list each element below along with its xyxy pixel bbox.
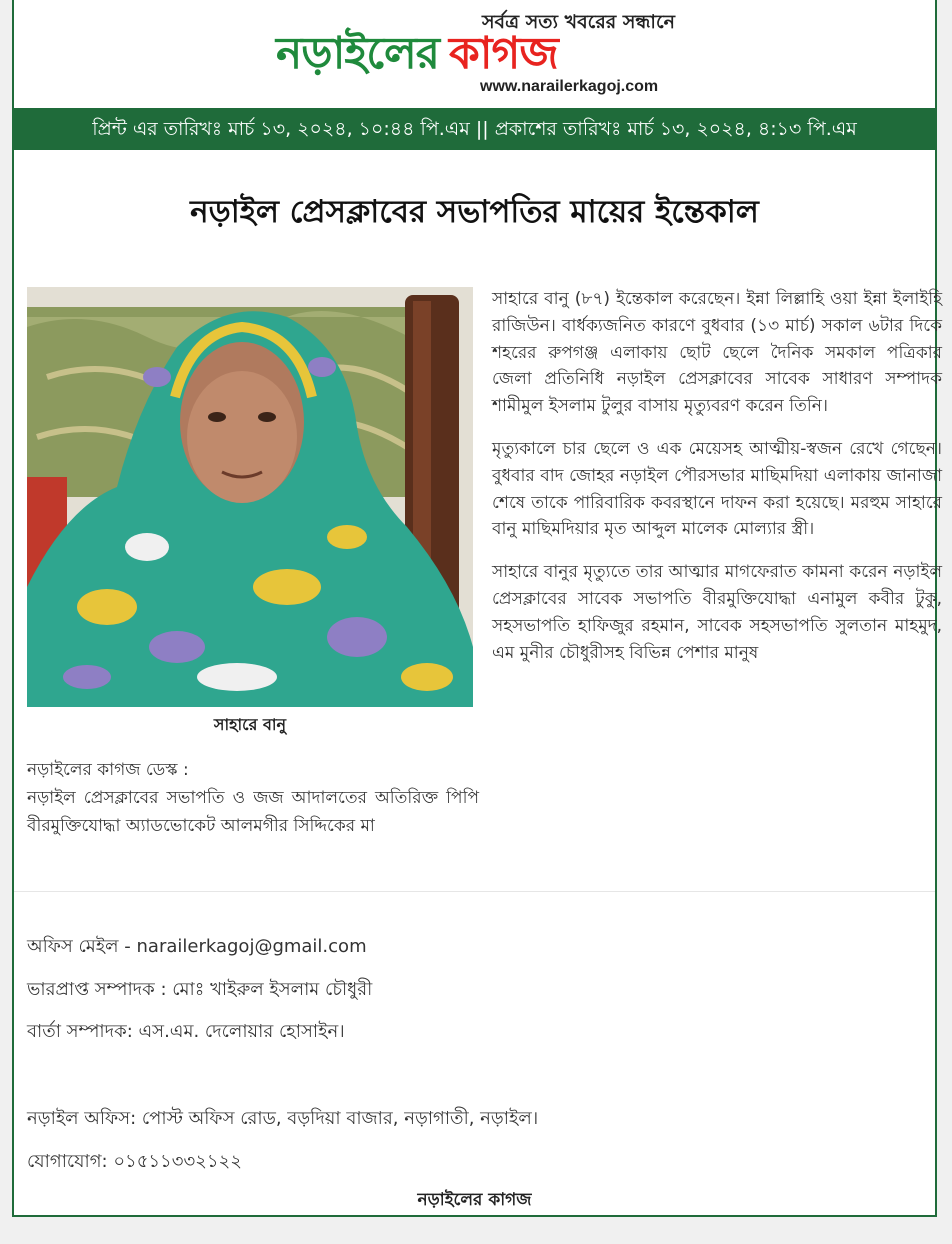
logo-part-red: কাগজ xyxy=(449,28,558,79)
body-paragraph-2: মৃত্যুকালে চার ছেলে ও এক মেয়েসহ আত্মীয়-স্বজন রেখে গেছেন। বুধবার বাদ জোহর নড়াইল পৌরসভার মাছিমদিয়া এলাকায় জানাজা শেষে তাকে পারিবারিক কবরস্থানে দাফন করা হয়েছে। মরহুম সাহারে বানু মাছিমদিয়ার মৃত আব্দুল মালেক মোল্যার স্ত্রী। xyxy=(492,438,942,540)
photo-caption: সাহারে বানু xyxy=(213,715,287,734)
site-url[interactable]: www.narailerkagoj.com xyxy=(480,78,659,95)
footer-paper-name: নড়াইলের কাগজ xyxy=(417,1190,532,1210)
article-intro-block xyxy=(27,756,479,840)
footer-divider xyxy=(14,891,935,892)
print-page xyxy=(12,0,942,1217)
acting-editor: ভারপ্রাপ্ত সম্পাদক : মোঃ খাইরুল ইসলাম চৌধুরী xyxy=(27,979,373,1000)
tagline: সর্বত্র সত্য খবরের সন্ধানে xyxy=(482,11,675,33)
article-photo xyxy=(27,287,473,707)
masthead xyxy=(14,0,935,106)
intro-paragraph: নড়াইল প্রেসক্লাবের সভাপতি ও জজ আদালতের অতিরিক্ত পিপি বীরমুক্তিযোদ্ধা অ্যাডভোকেট আলমগীর সিদ্দিকের মা xyxy=(27,788,479,836)
news-editor: বার্তা সম্পাদক: এস.এম. দেলোয়ার হোসাইন। xyxy=(27,1021,345,1042)
contact-number: যোগাযোগ: ০১৫১১৩৩২১২২ xyxy=(27,1151,242,1172)
body-paragraph-1: সাহারে বানু (৮৭) ইন্তেকাল করেছেন। ইন্না লিল্লাহি ওয়া ইন্না ইলাইহি রাজিউন। বার্ধক্যজনিত কারণে বুধবার (১৩ মার্চ) সকাল ৬টার দিকে শহরের রুপগঞ্জ এলাকায় ছোট ছেলে দৈনিক সমকাল পত্রিকার জেলা প্রতিনিধি নড়াইল প্রেসক্লাবের সাবেক সাধারণ সম্পাদক শামীমুল ইসলাম টুলুর বাসায় মৃত্যুবরণ করেন তিনি। xyxy=(492,289,942,417)
logo-part-green: নড়াইলের xyxy=(276,28,439,79)
article-headline: নড়াইল প্রেসক্লাবের সভাপতির মায়ের ইন্তেকাল xyxy=(190,194,759,230)
desk-byline: নড়াইলের কাগজ ডেস্ক : xyxy=(27,760,189,780)
article-body xyxy=(492,286,942,682)
site-logo[interactable] xyxy=(276,30,558,78)
body-paragraph-3: সাহারে বানুর মৃত্যুতে তার আত্মার মাগফেরাত কামনা করেন নড়াইল প্রেসক্লাবের সাবেক সভাপতি বীরমুক্তিযোদ্ধা এনামুল কবীর টুকু, সহসভাপতি হাফিজুর রহমান, সাবেক সহসভাপতি সুলতান মাহমুদ, এম মুনীর চৌধুরীসহ বিভিন্ন পেশার মানুষ xyxy=(492,562,942,663)
office-mail[interactable]: অফিস মেইল - narailerkagoj@gmail.com xyxy=(27,936,367,957)
portrait-image xyxy=(27,287,473,707)
date-bar: প্রিন্ট এর তারিখঃ মার্চ ১৩, ২০২৪, ১০:৪৪ পি.এম || প্রকাশের তারিখঃ মার্চ ১৩, ২০২৪, ৪:১৩ পি.এম xyxy=(14,108,935,150)
office-address: নড়াইল অফিস: পোস্ট অফিস রোড, বড়দিয়া বাজার, নড়াগাতী, নড়াইল। xyxy=(27,1108,539,1129)
